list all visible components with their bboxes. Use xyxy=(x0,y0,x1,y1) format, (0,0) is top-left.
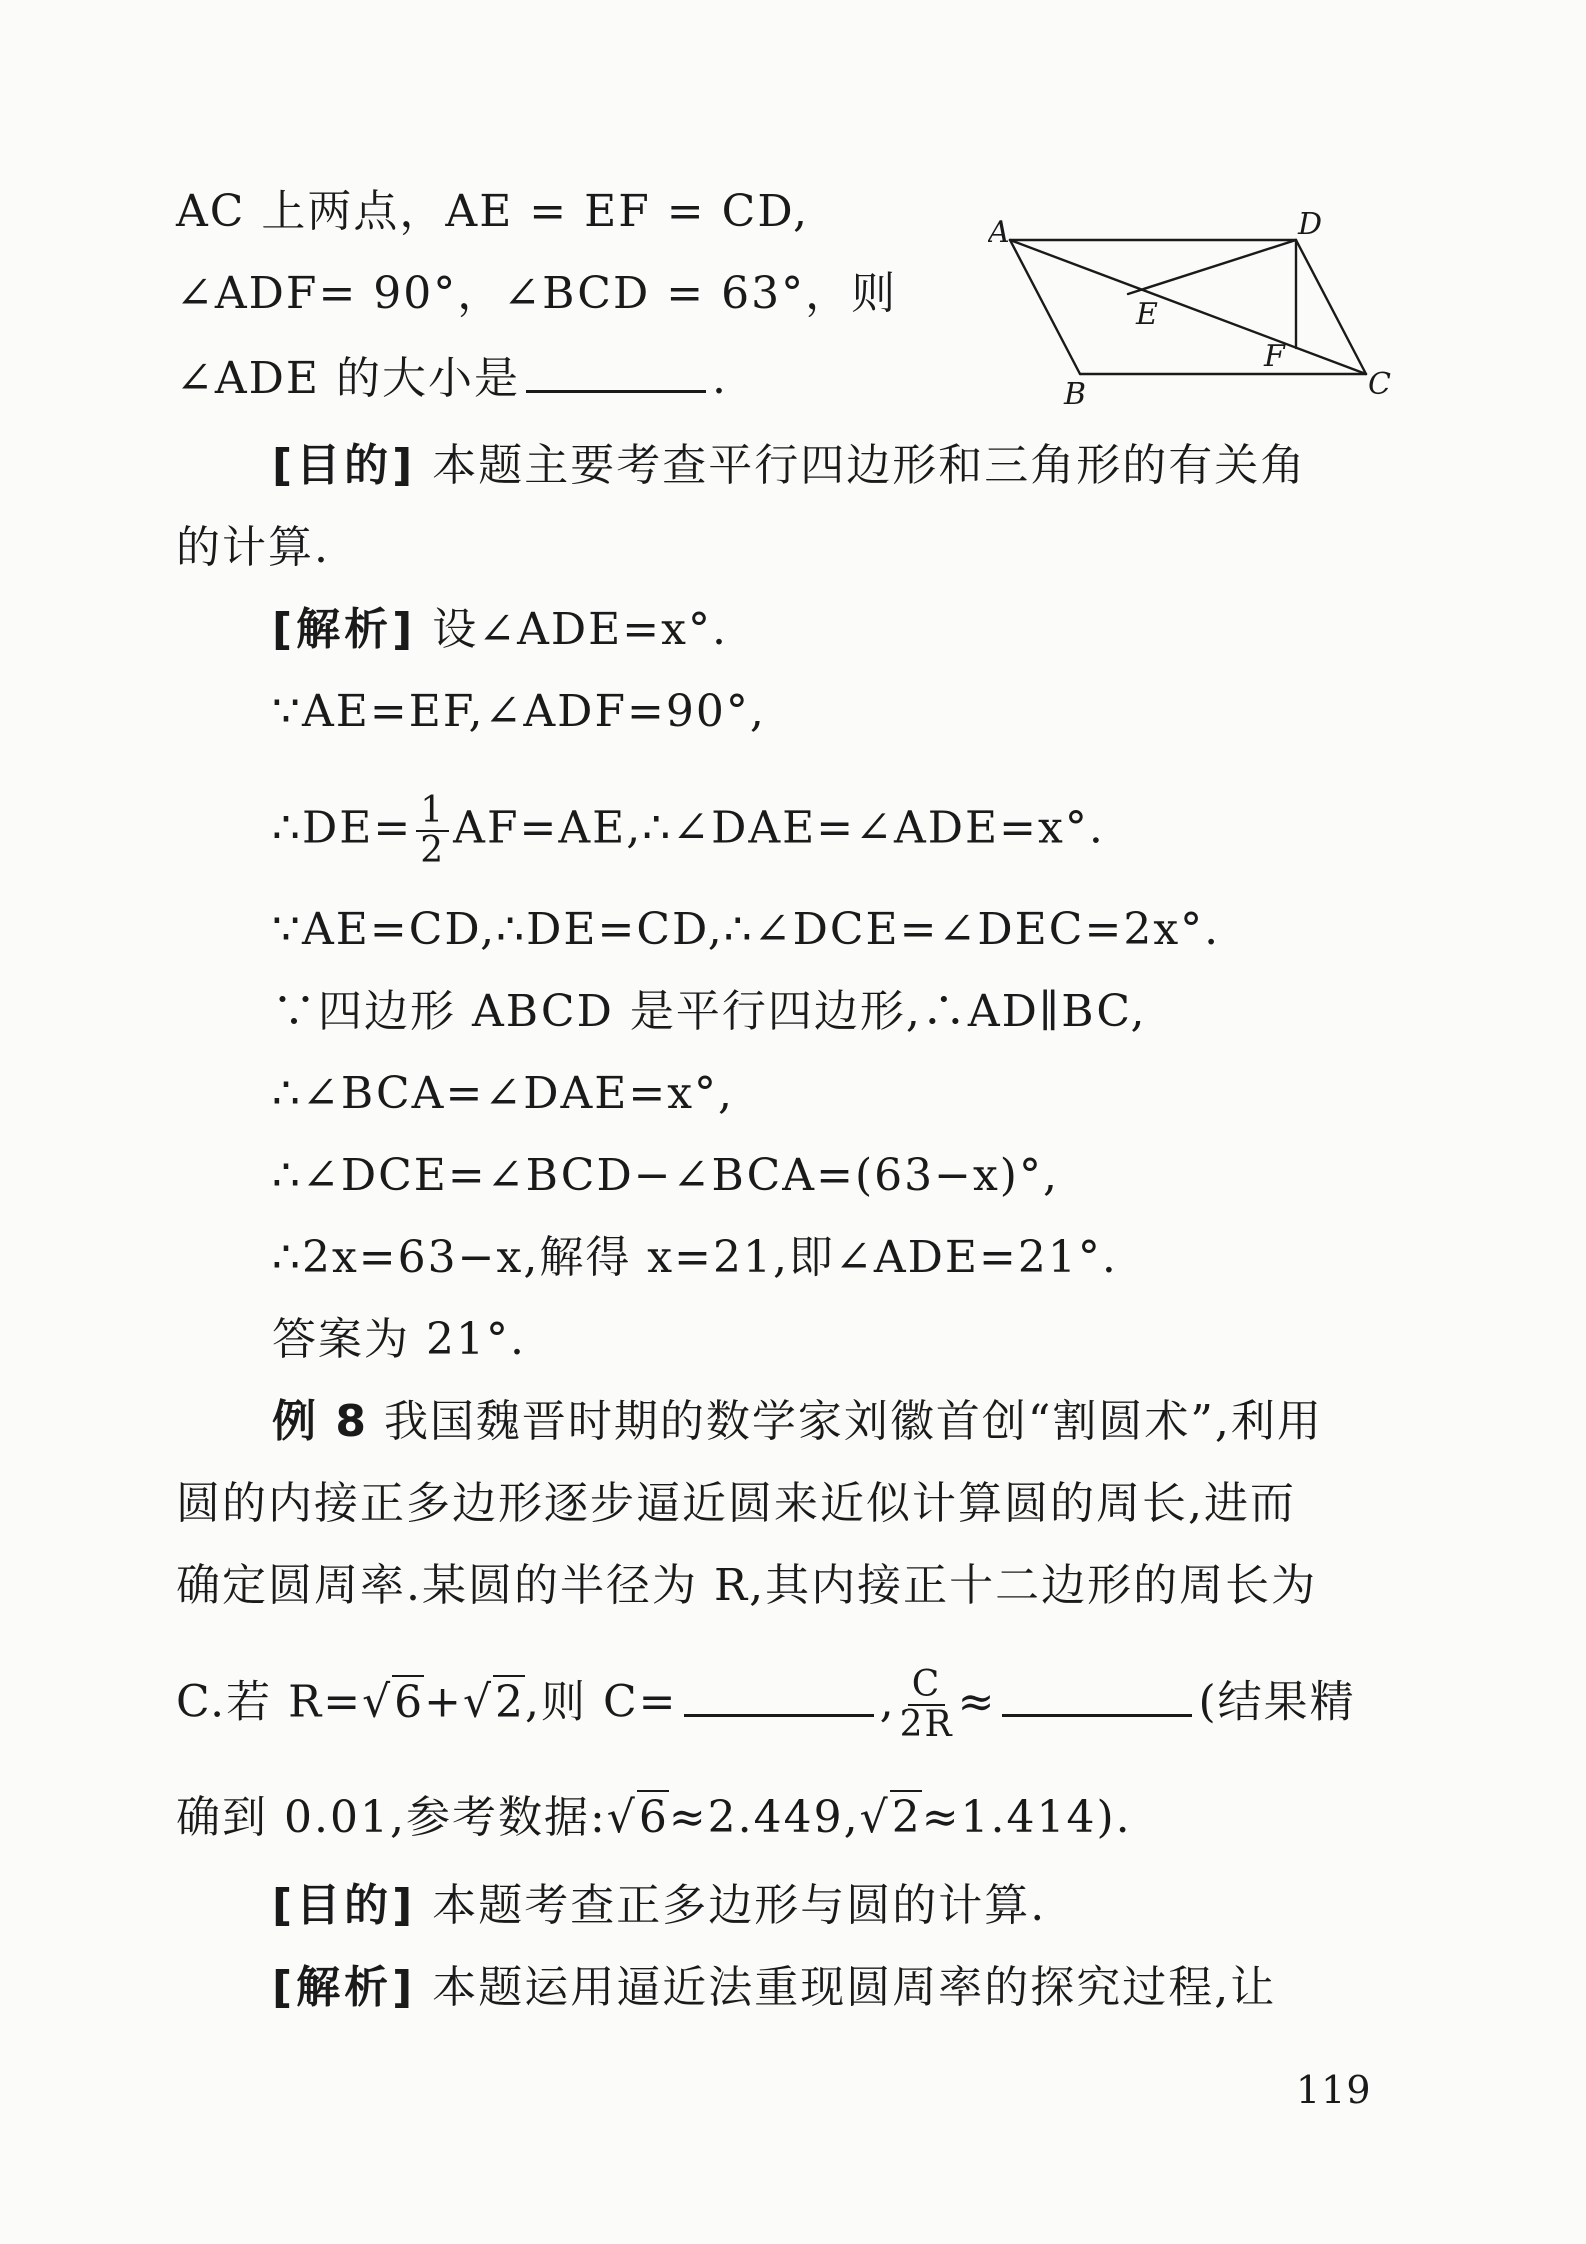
example-8-line-5: 确到 0.01,参考数据:√6≈2.449,√2≈1.414). xyxy=(176,1792,1132,1843)
answer-blank-ratio[interactable] xyxy=(1002,1672,1192,1717)
line-4-b: ,则 C= xyxy=(525,1676,678,1728)
example-8-line-2: 圆的内接正多边形逐步逼近圆来近似计算圆的周长,进而 xyxy=(176,1478,1296,1529)
line-4-comma: , xyxy=(879,1676,896,1728)
purpose-1-line xyxy=(272,438,1306,494)
problem-line-3 xyxy=(176,348,728,407)
label-a: A xyxy=(988,215,1010,250)
fraction-c-denominator: 2R xyxy=(899,1704,954,1745)
analysis-1-step-5: ∴∠BCA=∠DAE=x°, xyxy=(272,1068,735,1119)
line-5-a: 确到 0.01,参考数据: xyxy=(176,1792,607,1843)
problem-line-1: AC 上两点，AE = EF = CD, xyxy=(176,186,810,237)
analysis-1-intro: 设∠ADE=x°. xyxy=(432,604,728,655)
purpose-2-tag: [目的] xyxy=(272,1880,417,1931)
label-d: D xyxy=(1298,208,1323,242)
problem-line-3-text: ∠ADE 的大小是 xyxy=(176,353,521,404)
purpose-1-continuation: 的计算. xyxy=(176,522,330,573)
fraction-c-numerator: C xyxy=(908,1666,946,1706)
analysis-2-text: 本题运用逼近法重现圆周率的探究过程,让 xyxy=(432,1962,1277,2013)
sqrt-2: 2 xyxy=(495,1676,526,1728)
line-5-b: ≈2.449, xyxy=(668,1792,860,1843)
label-c: C xyxy=(1368,367,1391,402)
line-4-d: (结果精 xyxy=(1198,1676,1356,1728)
answer-blank-c[interactable] xyxy=(684,1672,874,1717)
label-f: F xyxy=(1264,339,1285,374)
example-8-line-1 xyxy=(272,1394,1323,1450)
ref-sqrt-2: 2 xyxy=(891,1792,922,1843)
problem-line-2: ∠ADF= 90°，∠BCD = 63°，则 xyxy=(176,268,898,319)
line-4-a: C.若 R= xyxy=(176,1676,363,1728)
fraction-denominator: 2 xyxy=(420,830,446,871)
fraction-half xyxy=(416,792,449,870)
ref-sqrt-6: 6 xyxy=(638,1792,669,1843)
problem-line-3-end: . xyxy=(712,353,729,404)
example-8-text-1: 我国魏晋时期的数学家刘徽首创“割圆术”,利用 xyxy=(383,1396,1323,1447)
purpose-2-line xyxy=(272,1878,1046,1934)
label-e: E xyxy=(1136,297,1158,332)
analysis-1-step-2 xyxy=(272,792,1105,870)
line-5-c: ≈1.414). xyxy=(921,1792,1132,1843)
page-number: 119 xyxy=(1296,2068,1372,2112)
side-dc xyxy=(1296,240,1366,374)
analysis-1-line xyxy=(272,602,728,658)
purpose-2-text: 本题考查正多边形与圆的计算. xyxy=(432,1880,1047,1931)
analysis-1-answer: 答案为 21°. xyxy=(272,1314,526,1365)
fraction-numerator: 1 xyxy=(416,792,449,832)
analysis-1-step-7: ∴2x=63−x,解得 x=21,即∠ADE=21°. xyxy=(272,1232,1118,1283)
analysis-1-step-3: ∵AE=CD,∴DE=CD,∴∠DCE=∠DEC=2x°. xyxy=(272,904,1221,955)
step-2-pre: ∴DE= xyxy=(272,802,413,854)
plus-sign: + xyxy=(424,1676,463,1728)
label-b: B xyxy=(1064,377,1087,408)
approx-sign: ≈ xyxy=(957,1676,997,1728)
example-8-line-4: C.若 R=√6+√2,则 C= , $\frac{C}{2R}$ ≈ (结果精 xyxy=(176,1664,1356,1745)
step-2-post: AF=AE,∴∠DAE=∠ADE=x°. xyxy=(453,802,1105,854)
side-ab xyxy=(1010,240,1080,374)
analysis-2-tag: [解析] xyxy=(272,1962,417,2013)
fraction-c-over-2r xyxy=(900,1666,954,1744)
purpose-1-text: 本题主要考查平行四边形和三角形的有关角 xyxy=(432,440,1307,491)
purpose-1-tag: [目的] xyxy=(272,440,417,491)
example-8-line-3: 确定圆周率.某圆的半径为 R,其内接正十二边形的周长为 xyxy=(176,1560,1318,1611)
parallelogram-diagram xyxy=(988,208,1408,408)
diagonal-ac xyxy=(1010,240,1366,374)
analysis-1-tag: [解析] xyxy=(272,604,417,655)
analysis-1-step-6: ∴∠DCE=∠BCD−∠BCA=(63−x)°, xyxy=(272,1150,1059,1201)
segment-de xyxy=(1128,240,1296,294)
example-8-label: 例 8 xyxy=(272,1396,368,1447)
analysis-1-step-4: ∵四边形 ABCD 是平行四边形,∴AD∥BC, xyxy=(272,986,1147,1037)
answer-blank-ade[interactable] xyxy=(526,348,706,393)
analysis-2-line xyxy=(272,1960,1276,2016)
sqrt-6: 6 xyxy=(394,1676,425,1728)
analysis-1-step-1: ∵AE=EF,∠ADF=90°, xyxy=(272,686,766,737)
